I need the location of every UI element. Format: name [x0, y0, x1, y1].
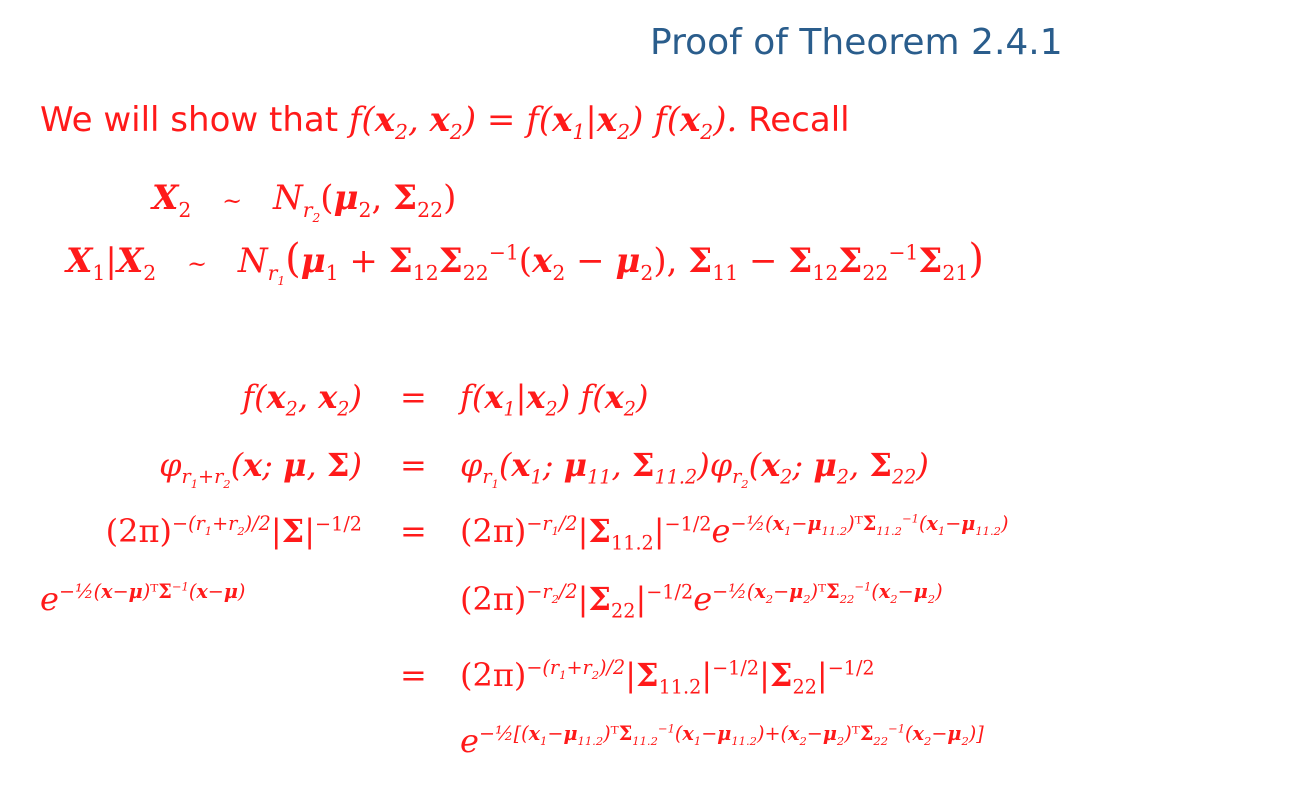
equation-3-rel: = [400, 512, 427, 550]
equation-2-rel: = [400, 446, 427, 484]
recall-line-1: $X_2$ ~ $N_{r_2}(\mu_2$, $\Sigma_{22}$) [152, 178, 457, 225]
intro-suffix: Recall [748, 100, 850, 140]
recall-relation-1: ~ [222, 187, 243, 215]
intro-sentence [40, 100, 850, 144]
intro-claim-render: $f(x_2$, $x_2) = f(x_1|x_2)$ $f(x_2)$. [348, 100, 738, 144]
equation-1-rel: = [400, 378, 427, 416]
slide-title: Proof of Theorem 2.4.1 [650, 22, 1063, 63]
recall-line-2: $X_1|X_2$ ~ $N_{r_1}(\mu_1 + \Sigma_{12}\Sigma_{22}^{-1}(x_2 - \mu_2)$, $\Sigma_{11} - \Sigma_{12}\Sigma_{22}^{-1}\Sigma_{21}$) [66, 236, 984, 288]
recall-relation-2: ~ [186, 250, 208, 278]
intro-prefix: We will show that [40, 100, 339, 140]
equation-5-rel: = [400, 656, 427, 694]
